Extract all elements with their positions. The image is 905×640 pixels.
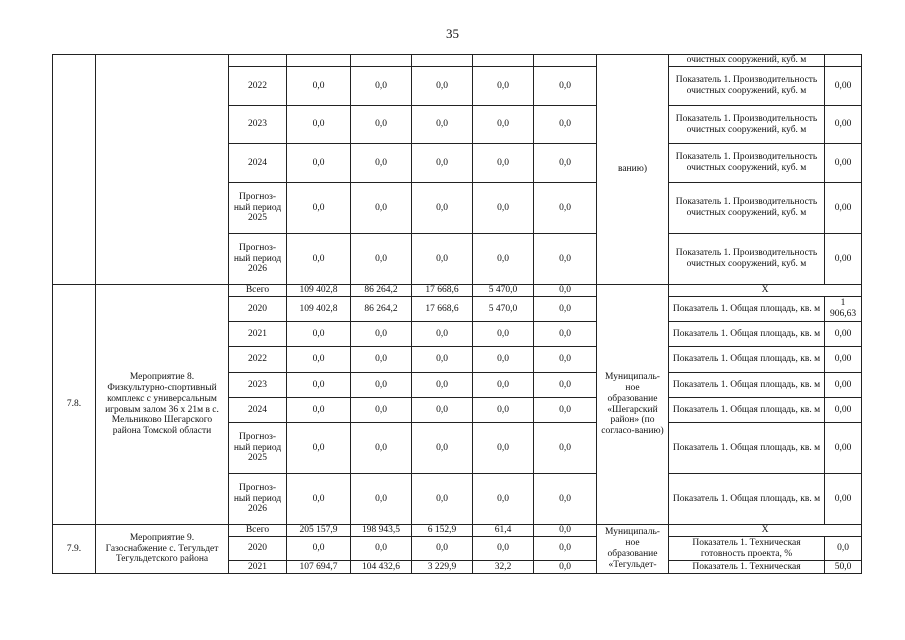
value-cell: 0,0	[473, 322, 534, 347]
year-cell: 2021	[229, 561, 287, 574]
value-cell: 0,0	[534, 285, 597, 297]
value-cell: 0,0	[287, 423, 351, 474]
activity-number-cell: 7.8.	[53, 285, 96, 525]
value-cell: 0,0	[351, 347, 412, 373]
value-cell: 0,0	[351, 373, 412, 398]
activity-name-cell: Мероприятие 8. Физкультурно-спортивный комплекс с универсальным игровым залом 36 х 21м в с. Мельниково Шегарского района Томской области	[96, 285, 229, 525]
indicator-value-cell: 0,00	[825, 322, 862, 347]
executor-cell: ванию)	[597, 55, 669, 285]
value-cell: 0,0	[287, 144, 351, 183]
table-row	[53, 285, 862, 297]
indicator-value-cell: 1 906,63	[825, 297, 862, 322]
value-cell	[534, 55, 597, 67]
value-cell: 0,0	[351, 144, 412, 183]
value-cell	[351, 55, 412, 67]
year-cell: Прогноз-ный период 2025	[229, 423, 287, 474]
value-cell: 0,0	[534, 183, 597, 234]
indicator-cell: Х	[669, 285, 862, 297]
year-cell: Всего	[229, 285, 287, 297]
year-cell: Прогноз-ный период 2025	[229, 183, 287, 234]
value-cell: 0,0	[351, 183, 412, 234]
activity-name-cell: Мероприятие 9. Газоснабжение с. Тегульдет Тегульдетского района	[96, 525, 229, 574]
value-cell: 0,0	[412, 144, 473, 183]
value-cell: 0,0	[412, 234, 473, 285]
value-cell: 86 264,2	[351, 297, 412, 322]
indicator-cell: Показатель 1. Производительность очистных сооружений, куб. м	[669, 183, 825, 234]
page-number: 35	[446, 26, 459, 41]
value-cell: 0,0	[473, 474, 534, 525]
value-cell: 0,0	[473, 373, 534, 398]
indicator-value-cell: 0,00	[825, 106, 862, 144]
year-cell: Прогноз-ный период 2026	[229, 474, 287, 525]
value-cell: 0,0	[473, 398, 534, 423]
value-cell	[412, 55, 473, 67]
program-activities-table	[52, 54, 862, 574]
indicator-cell: Показатель 1. Техническая	[669, 561, 825, 574]
indicator-cell: Показатель 1. Общая площадь, кв. м	[669, 347, 825, 373]
year-cell: 2024	[229, 144, 287, 183]
value-cell: 0,0	[412, 398, 473, 423]
value-cell: 0,0	[473, 234, 534, 285]
indicator-cell: Показатель 1. Общая площадь, кв. м	[669, 322, 825, 347]
indicator-cell: Показатель 1. Общая площадь, кв. м	[669, 474, 825, 525]
indicator-value-cell	[825, 55, 862, 67]
indicator-value-cell: 0,0	[825, 537, 862, 561]
value-cell: 0,0	[351, 474, 412, 525]
indicator-cell: очистных сооружений, куб. м	[669, 55, 825, 67]
indicator-value-cell: 0,00	[825, 474, 862, 525]
activity-number-cell: 7.9.	[53, 525, 96, 574]
value-cell: 0,0	[534, 561, 597, 574]
value-cell: 5 470,0	[473, 297, 534, 322]
value-cell: 0,0	[287, 474, 351, 525]
value-cell: 5 470,0	[473, 285, 534, 297]
value-cell: 0,0	[534, 537, 597, 561]
value-cell: 0,0	[473, 67, 534, 106]
value-cell: 0,0	[287, 537, 351, 561]
value-cell: 0,0	[351, 398, 412, 423]
indicator-cell: Х	[669, 525, 862, 537]
year-cell: Прогноз-ный период 2026	[229, 234, 287, 285]
indicator-value-cell: 0,00	[825, 183, 862, 234]
value-cell: 0,0	[412, 537, 473, 561]
year-cell: 2020	[229, 537, 287, 561]
value-cell: 0,0	[534, 423, 597, 474]
value-cell: 109 402,8	[287, 297, 351, 322]
year-cell: 2023	[229, 373, 287, 398]
value-cell: 0,0	[412, 423, 473, 474]
executor-cell: Муниципаль-ное образование «Шегарский район» (по согласо-ванию)	[597, 285, 669, 525]
value-cell: 0,0	[534, 525, 597, 537]
value-cell: 0,0	[351, 234, 412, 285]
indicator-cell: Показатель 1. Производительность очистных сооружений, куб. м	[669, 144, 825, 183]
value-cell: 0,0	[287, 106, 351, 144]
indicator-value-cell: 0,00	[825, 347, 862, 373]
indicator-cell: Показатель 1. Общая площадь, кв. м	[669, 297, 825, 322]
value-cell: 32,2	[473, 561, 534, 574]
value-cell: 0,0	[473, 347, 534, 373]
value-cell: 198 943,5	[351, 525, 412, 537]
value-cell: 0,0	[534, 297, 597, 322]
year-cell	[229, 55, 287, 67]
indicator-cell: Показатель 1. Производительность очистных сооружений, куб. м	[669, 67, 825, 106]
value-cell: 0,0	[287, 322, 351, 347]
value-cell: 0,0	[412, 347, 473, 373]
table-row	[53, 525, 862, 537]
value-cell: 0,0	[473, 183, 534, 234]
indicator-value-cell: 0,00	[825, 67, 862, 106]
year-cell: 2021	[229, 322, 287, 347]
value-cell: 104 432,6	[351, 561, 412, 574]
value-cell: 0,0	[287, 373, 351, 398]
indicator-value-cell: 0,00	[825, 398, 862, 423]
value-cell: 0,0	[287, 234, 351, 285]
value-cell: 17 668,6	[412, 297, 473, 322]
indicator-cell: Показатель 1. Общая площадь, кв. м	[669, 423, 825, 474]
indicator-value-cell: 50,0	[825, 561, 862, 574]
value-cell: 0,0	[412, 67, 473, 106]
value-cell: 0,0	[534, 144, 597, 183]
indicator-value-cell: 0,00	[825, 423, 862, 474]
indicator-cell: Показатель 1. Общая площадь, кв. м	[669, 373, 825, 398]
value-cell: 0,0	[473, 106, 534, 144]
value-cell: 0,0	[534, 373, 597, 398]
value-cell: 0,0	[287, 398, 351, 423]
value-cell: 0,0	[287, 347, 351, 373]
value-cell: 3 229,9	[412, 561, 473, 574]
value-cell: 0,0	[412, 373, 473, 398]
value-cell: 0,0	[287, 67, 351, 106]
activity-number-cell	[53, 55, 96, 285]
value-cell: 0,0	[351, 423, 412, 474]
year-cell: Всего	[229, 525, 287, 537]
value-cell: 0,0	[412, 183, 473, 234]
value-cell: 107 694,7	[287, 561, 351, 574]
value-cell: 6 152,9	[412, 525, 473, 537]
value-cell: 0,0	[287, 183, 351, 234]
value-cell: 0,0	[534, 474, 597, 525]
value-cell: 109 402,8	[287, 285, 351, 297]
year-cell: 2024	[229, 398, 287, 423]
value-cell	[473, 55, 534, 67]
executor-cell: Муниципаль-ное образование «Тегульдет-	[597, 525, 669, 574]
value-cell: 0,0	[534, 234, 597, 285]
indicator-cell: Показатель 1. Техническая готовность проекта, %	[669, 537, 825, 561]
value-cell: 0,0	[534, 67, 597, 106]
indicator-value-cell: 0,00	[825, 234, 862, 285]
value-cell: 0,0	[534, 322, 597, 347]
value-cell: 0,0	[473, 537, 534, 561]
value-cell	[287, 55, 351, 67]
value-cell: 0,0	[351, 322, 412, 347]
table-row	[53, 55, 862, 67]
year-cell: 2023	[229, 106, 287, 144]
value-cell: 0,0	[412, 322, 473, 347]
year-cell: 2022	[229, 347, 287, 373]
value-cell: 0,0	[412, 106, 473, 144]
year-cell: 2022	[229, 67, 287, 106]
value-cell: 61,4	[473, 525, 534, 537]
indicator-value-cell: 0,00	[825, 373, 862, 398]
value-cell: 0,0	[534, 398, 597, 423]
value-cell: 0,0	[351, 106, 412, 144]
value-cell: 0,0	[412, 474, 473, 525]
value-cell: 0,0	[351, 537, 412, 561]
indicator-value-cell: 0,00	[825, 144, 862, 183]
indicator-cell: Показатель 1. Производительность очистных сооружений, куб. м	[669, 234, 825, 285]
value-cell: 0,0	[534, 347, 597, 373]
value-cell: 205 157,9	[287, 525, 351, 537]
activity-name-cell	[96, 55, 229, 285]
value-cell: 0,0	[351, 67, 412, 106]
value-cell: 0,0	[534, 106, 597, 144]
year-cell: 2020	[229, 297, 287, 322]
value-cell: 0,0	[473, 144, 534, 183]
value-cell: 17 668,6	[412, 285, 473, 297]
value-cell: 0,0	[473, 423, 534, 474]
indicator-cell: Показатель 1. Производительность очистных сооружений, куб. м	[669, 106, 825, 144]
indicator-cell: Показатель 1. Общая площадь, кв. м	[669, 398, 825, 423]
value-cell: 86 264,2	[351, 285, 412, 297]
